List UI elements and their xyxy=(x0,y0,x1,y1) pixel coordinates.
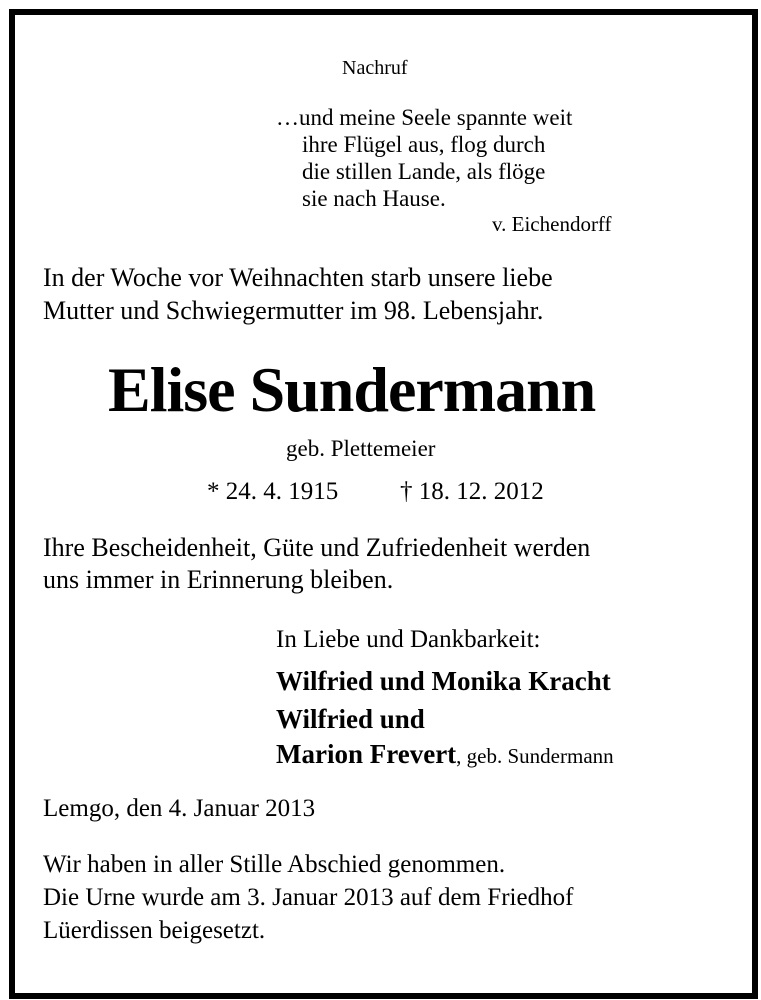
deceased-name: Elise Sundermann xyxy=(108,354,596,425)
birth-name: geb. Plettemeier xyxy=(286,436,436,461)
tribute-line-1: Ihre Bescheidenheit, Güte und Zufriedenheit werden xyxy=(43,533,591,562)
heading: Nachruf xyxy=(342,57,408,79)
poem-line-3: die stillen Lande, als flöge xyxy=(302,159,546,184)
poem-line-4: sie nach Hause. xyxy=(302,186,446,211)
mourners-line-1: Wilfried und Monika Kracht xyxy=(276,666,611,696)
poem-line-2: ihre Flügel aus, flog durch xyxy=(302,132,546,157)
closing-line-3: Lüerdissen beigesetzt. xyxy=(43,917,266,944)
poem-line-1: …und meine Seele spannte weit xyxy=(276,105,573,130)
tribute-line-2: uns immer in Erinnerung bleiben. xyxy=(43,565,394,594)
birth-date: * 24. 4. 1915 xyxy=(207,478,339,505)
place-date: Lemgo, den 4. Januar 2013 xyxy=(43,795,316,822)
intro-line-1: In der Woche vor Weihnachten starb unsere liebe xyxy=(43,263,553,292)
closing-line-1: Wir haben in aller Stille Abschied genommen. xyxy=(43,851,506,878)
intro-line-2: Mutter und Schwiegermutter im 98. Lebensjahr. xyxy=(43,296,544,325)
poem-author: v. Eichendorff xyxy=(492,212,612,236)
mourner-birth-name: , geb. Sundermann xyxy=(456,744,614,768)
mourners-line-3 xyxy=(276,741,614,768)
mourners-line-2: Wilfried und xyxy=(276,704,425,734)
closing-line-2: Die Urne wurde am 3. Januar 2013 auf dem Friedhof xyxy=(43,884,574,911)
death-date: † 18. 12. 2012 xyxy=(400,478,544,505)
mourners-intro: In Liebe und Dankbarkeit: xyxy=(276,626,541,653)
mourner-name: Marion Frevert xyxy=(276,739,457,769)
